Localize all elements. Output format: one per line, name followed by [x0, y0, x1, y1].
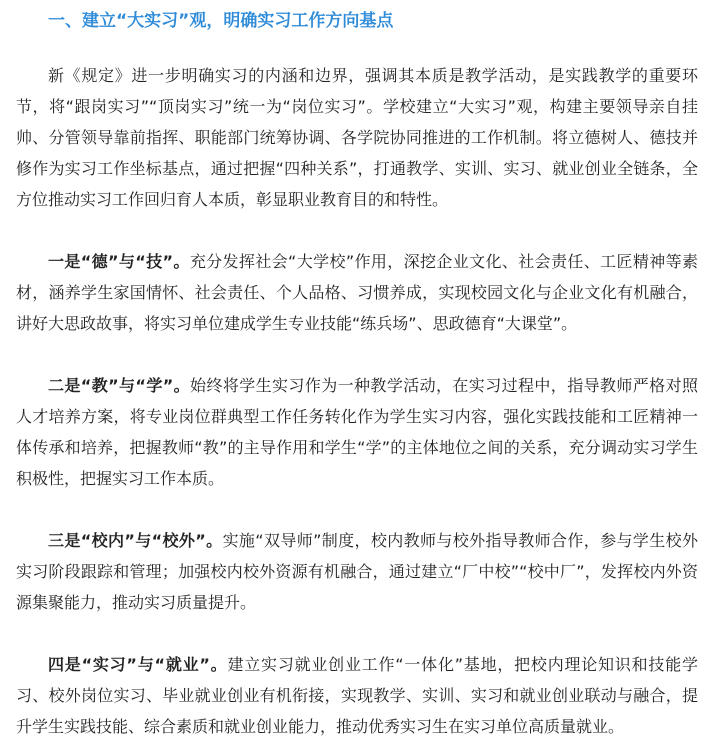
section-paragraph-jiao-xue [16, 370, 698, 494]
section-body-shixi-jiuye: 建立实习就业创业工作“一体化”基地，把校内理论知识和技能学习、校外岗位实习、毕业就业创业有机衔接，实现教学、实训、实习和就业创业联动与融合，提升学生实践技能、综合素质和就业创业能力，推动优秀实习生在实习单位高质量就业。 [16, 655, 698, 736]
section-lead-xiaonei-xiaowai: 三是“校内”与“校外”。 [48, 531, 223, 550]
intro-paragraph: 新《规定》进一步明确实习的内涵和边界，强调其本质是教学活动，是实践教学的重要环节，将“跟岗实习”“顶岗实习”统一为“岗位实习”。学校建立“大实习”观，构建主要领导亲自挂帅、分管领导靠前指挥、职能部门统筹协调、各学院协同推进的工作机制。将立德树人、德技并修作为实习工作坐标基点，通过把握“四种关系”，打通教学、实训、实习、就业创业全链条，全方位推动实习工作回归育人本质，彰显职业教育目的和特性。 [16, 66, 698, 209]
section-lead-shixi-jiuye: 四是“实习”与“就业”。 [48, 655, 228, 674]
section-lead-de-ji: 一是“德”与“技”。 [48, 252, 190, 271]
section-paragraph-shixi-jiuye [16, 649, 698, 742]
section-body-de-ji: 充分发挥社会“大学校”作用，深挖企业文化、社会责任、工匠精神等素材，涵养学生家国情怀、社会责任、个人品格、习惯养成，实现校园文化与企业文化有机融合，讲好大思政故事，将实习单位建成学生专业技能“练兵场”、思政德育“大课堂”。 [16, 252, 698, 333]
section-heading: 一、建立“大实习”观，明确实习工作方向基点 [48, 11, 394, 31]
section-paragraph-de-ji [16, 246, 698, 339]
section-body-xiaonei-xiaowai: 实施“双导师”制度，校内教师与校外指导教师合作，参与学生校外实习阶段跟踪和管理；加强校内校外资源有机融合，通过建立“厂中校”“校中厂”，发挥校内外资源集聚能力，推动实习质量提升。 [16, 531, 698, 612]
section-lead-jiao-xue: 二是“教”与“学”。 [48, 376, 191, 395]
section-body-jiao-xue: 始终将学生实习作为一种教学活动，在实习过程中，指导教师严格对照人才培养方案，将专业岗位群典型工作任务转化作为学生实习内容，强化实践技能和工匠精神一体传承和培养，把握教师“教”的主导作用和学生“学”的主体地位之间的关系，充分调动实习学生积极性，把握实习工作本质。 [16, 376, 698, 488]
section-paragraph-xiaonei-xiaowai [16, 525, 698, 618]
